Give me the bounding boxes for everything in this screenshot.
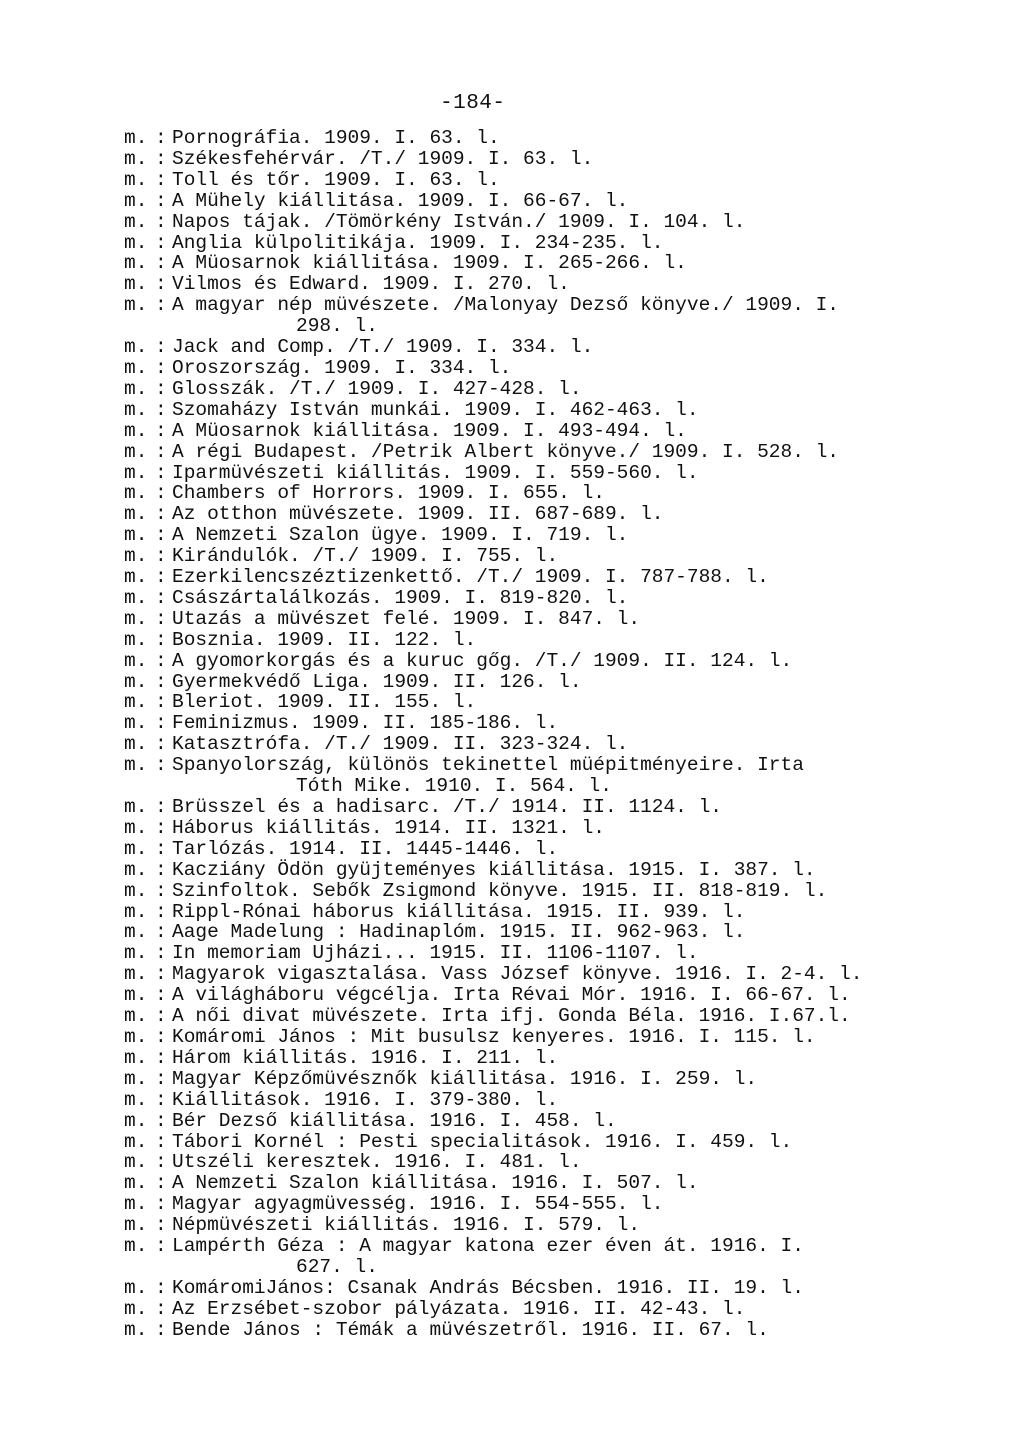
entry-marker: m.: [124, 984, 148, 1007]
list-item: [124, 483, 984, 504]
entry-separator: :: [155, 1130, 167, 1153]
entry-marker: m.: [124, 1067, 148, 1090]
list-item: [124, 379, 984, 400]
entry-marker: m.: [124, 1151, 148, 1174]
entry-separator: :: [155, 607, 167, 630]
entry-marker: m.: [124, 691, 148, 714]
entry-separator: :: [155, 231, 167, 254]
entry-text: Chambers of Horrors. 1909. I. 655. l.: [172, 482, 605, 505]
entry-marker: m.: [124, 524, 148, 547]
list-item: [124, 860, 984, 881]
entry-marker: m.: [124, 712, 148, 735]
entry-text: Kacziány Ödön gyüjteményes kiállitása. 1915. I. 387. l.: [172, 858, 816, 881]
entry-separator: :: [155, 586, 167, 609]
entry-text: Pornográfia. 1909. I. 63. l.: [172, 127, 500, 149]
entry-separator: :: [155, 398, 167, 421]
entry-separator: :: [155, 440, 167, 463]
entry-marker: m.: [124, 231, 148, 254]
list-item: [124, 797, 984, 818]
entry-marker: m.: [124, 879, 148, 902]
entry-text: A Nemzeti Szalon kiállitása. 1916. I. 507. l.: [172, 1172, 699, 1195]
entry-separator: :: [155, 879, 167, 902]
list-item: [124, 1194, 984, 1215]
entry-marker: m.: [124, 816, 148, 839]
entry-text: Utszéli keresztek. 1916. I. 481. l.: [172, 1151, 582, 1174]
entry-separator: :: [155, 273, 167, 296]
entry-text: Anglia külpolitikája. 1909. I. 234-235. l.: [172, 231, 664, 254]
entry-text: Tábori Kornél : Pesti specialitások. 1916. I. 459. l.: [172, 1130, 793, 1153]
entry-text: Brüsszel és a hadisarc. /T./ 1914. II. 1124. l.: [172, 796, 722, 818]
list-item: [124, 1111, 984, 1132]
entry-marker: m.: [124, 1172, 148, 1195]
entry-text: Háborus kiállitás. 1914. II. 1321. l.: [172, 816, 605, 839]
entry-marker: m.: [124, 1046, 148, 1069]
entry-separator: :: [155, 900, 167, 923]
entry-marker: m.: [124, 754, 148, 777]
entry-separator: :: [155, 754, 167, 777]
entry-text: A női divat müvészete. Irta ifj. Gonda Béla. 1916. I.67.l.: [172, 1005, 851, 1028]
entry-marker: m.: [124, 796, 148, 818]
entry-marker: m.: [124, 482, 148, 505]
entry-separator: :: [155, 336, 167, 359]
entry-text: Aage Madelung : Hadinaplóm. 1915. II. 962-963. l.: [172, 921, 746, 944]
entry-separator: :: [155, 1151, 167, 1174]
entry-marker: m.: [124, 189, 148, 212]
entry-separator: :: [155, 837, 167, 860]
list-item: [124, 149, 984, 170]
list-item: [124, 358, 984, 379]
list-item: [124, 400, 984, 421]
entry-text: Tarlózás. 1914. II. 1445-1446. l.: [172, 837, 559, 860]
entry-separator: :: [155, 1276, 167, 1299]
entry-separator: :: [155, 670, 167, 693]
entry-marker: m.: [124, 1297, 148, 1320]
entry-marker: m.: [124, 1318, 148, 1341]
list-item: [124, 1132, 984, 1153]
list-item: [124, 295, 984, 316]
entry-separator: :: [155, 545, 167, 568]
entry-separator: :: [155, 984, 167, 1007]
list-item: [124, 1069, 984, 1090]
entry-separator: :: [155, 147, 167, 170]
entry-separator: :: [155, 461, 167, 484]
entry-text: Az otthon müvészete. 1909. II. 687-689. l.: [172, 503, 664, 526]
entry-marker: m.: [124, 294, 148, 317]
entry-text: Gyermekvédő Liga. 1909. II. 126. l.: [172, 670, 582, 693]
entry-continuation: 298. l.: [296, 315, 378, 338]
entry-marker: m.: [124, 942, 148, 965]
entry-marker: m.: [124, 147, 148, 170]
entry-text: A Nemzeti Szalon ügye. 1909. I. 719. l.: [172, 524, 629, 547]
entry-separator: :: [155, 1088, 167, 1111]
entry-text: Bosznia. 1909. II. 122. l.: [172, 628, 477, 651]
entry-marker: m.: [124, 461, 148, 484]
entry-marker: m.: [124, 628, 148, 651]
list-item: [124, 839, 984, 860]
entry-text: Komáromi János : Mit busulsz kenyeres. 1916. I. 115. l.: [172, 1025, 816, 1048]
entry-text: Az Erzsébet-szobor pályázata. 1916. II. 42-43. l.: [172, 1297, 746, 1320]
entry-text: A világháboru végcélja. Irta Révai Mór. 1916. I. 66-67. l.: [172, 984, 851, 1007]
list-item: [124, 1090, 984, 1111]
list-item: [124, 692, 984, 713]
list-item: [124, 504, 984, 525]
list-item: [124, 734, 984, 755]
list-item: [124, 902, 984, 923]
entry-text: Szomaházy István munkái. 1909. I. 462-463. l.: [172, 398, 699, 421]
entry-text: Katasztrófa. /T./ 1909. II. 323-324. l.: [172, 733, 629, 756]
entry-separator: :: [155, 1172, 167, 1195]
list-item: [124, 191, 984, 212]
entry-marker: m.: [124, 127, 148, 149]
entry-separator: :: [155, 858, 167, 881]
entry-separator: :: [155, 691, 167, 714]
list-item: [124, 818, 984, 839]
entry-marker: m.: [124, 377, 148, 400]
entry-marker: m.: [124, 900, 148, 923]
list-item: [124, 463, 984, 484]
entry-text: Kirándulók. /T./ 1909. I. 755. l.: [172, 545, 559, 568]
entry-separator: :: [155, 963, 167, 986]
entry-marker: m.: [124, 649, 148, 672]
list-item: [124, 128, 984, 149]
list-item: [124, 964, 984, 985]
entry-text: Székesfehérvár. /T./ 1909. I. 63. l.: [172, 147, 594, 170]
entry-separator: :: [155, 816, 167, 839]
entry-marker: m.: [124, 440, 148, 463]
entry-separator: :: [155, 482, 167, 505]
entry-text: Feminizmus. 1909. II. 185-186. l.: [172, 712, 559, 735]
list-item: [124, 274, 984, 295]
list-item: [124, 421, 984, 442]
entry-text: Lampérth Géza : A magyar katona ezer éven át. 1916. I.: [172, 1235, 804, 1258]
entry-marker: m.: [124, 566, 148, 589]
entry-text: Oroszország. 1909. I. 334. l.: [172, 356, 512, 379]
list-item: [124, 1027, 984, 1048]
list-item: [124, 985, 984, 1006]
entry-text: Napos tájak. /Tömörkény István./ 1909. I. 104. l.: [172, 210, 746, 233]
entry-text: Spanyolország, különös tekinettel müépitményeire. Irta: [172, 754, 804, 777]
list-item: [124, 1320, 984, 1341]
entry-marker: m.: [124, 545, 148, 568]
entry-separator: :: [155, 796, 167, 818]
entry-text: Iparmüvészeti kiállitás. 1909. I. 559-560. l.: [172, 461, 699, 484]
list-item: [124, 1236, 984, 1257]
entry-separator: :: [155, 1214, 167, 1237]
list-item: [124, 672, 984, 693]
entry-marker: m.: [124, 273, 148, 296]
entry-separator: :: [155, 419, 167, 442]
entry-separator: :: [155, 649, 167, 672]
list-item: [124, 1278, 984, 1299]
entry-continuation: Tóth Mike. 1910. I. 564. l.: [296, 775, 612, 798]
entry-separator: :: [155, 168, 167, 191]
entry-marker: m.: [124, 1235, 148, 1258]
entry-text: Szinfoltok. Sebők Zsigmond könyve. 1915. II. 818-819. l.: [172, 879, 828, 902]
list-item: [124, 525, 984, 546]
list-item: [124, 1152, 984, 1173]
entry-separator: :: [155, 356, 167, 379]
entry-marker: m.: [124, 607, 148, 630]
entry-separator: :: [155, 628, 167, 651]
entry-marker: m.: [124, 356, 148, 379]
entry-separator: :: [155, 1046, 167, 1069]
list-item: [124, 609, 984, 630]
list-item: [124, 567, 984, 588]
list-item: [124, 1215, 984, 1236]
entry-text: Rippl-Rónai háborus kiállitása. 1915. II. 939. l.: [172, 900, 746, 923]
entry-separator: :: [155, 377, 167, 400]
entry-text: Bér Dezső kiállitása. 1916. I. 458. l.: [172, 1109, 617, 1132]
bibliography-list: [124, 128, 984, 1341]
entry-text: A Müosarnok kiállitása. 1909. I. 493-494. l.: [172, 419, 687, 442]
list-item: [124, 546, 984, 567]
entry-text: Népmüvészeti kiállitás. 1916. I. 579. l.: [172, 1214, 641, 1237]
entry-separator: :: [155, 503, 167, 526]
list-item: [124, 337, 984, 358]
entry-marker: m.: [124, 336, 148, 359]
entry-marker: m.: [124, 398, 148, 421]
list-item: [124, 170, 984, 191]
entry-separator: :: [155, 189, 167, 212]
entry-marker: m.: [124, 1005, 148, 1028]
entry-text: Jack and Comp. /T./ 1909. I. 334. l.: [172, 336, 594, 359]
entry-marker: m.: [124, 1193, 148, 1216]
page-number: -184-: [440, 92, 506, 115]
entry-marker: m.: [124, 921, 148, 944]
entry-marker: m.: [124, 1109, 148, 1132]
list-item: [124, 233, 984, 254]
entry-text: A Mühely kiállitása. 1909. I. 66-67. l.: [172, 189, 629, 212]
entry-marker: m.: [124, 963, 148, 986]
entry-separator: :: [155, 1025, 167, 1048]
entry-text: Toll és tőr. 1909. I. 63. l.: [172, 168, 500, 191]
entry-separator: :: [155, 294, 167, 317]
list-item: [124, 651, 984, 672]
entry-marker: m.: [124, 733, 148, 756]
entry-marker: m.: [124, 586, 148, 609]
entry-text: Császártalálkozás. 1909. I. 819-820. l.: [172, 586, 629, 609]
entry-separator: :: [155, 127, 167, 149]
entry-text: Ezerkilencszéztizenkettő. /T./ 1909. I. 787-788. l.: [172, 566, 769, 589]
entry-marker: m.: [124, 858, 148, 881]
entry-separator: :: [155, 1318, 167, 1341]
entry-text: A gyomorkorgás és a kuruc gőg. /T./ 1909. II. 124. l.: [172, 649, 793, 672]
entry-text: A magyar nép müvészete. /Malonyay Dezső könyve./ 1909. I.: [172, 294, 840, 317]
entry-text: In memoriam Ujházi... 1915. II. 1106-1107. l.: [172, 942, 699, 965]
entry-marker: m.: [124, 210, 148, 233]
entry-text: Utazás a müvészet felé. 1909. I. 847. l.: [172, 607, 641, 630]
entry-text: Vilmos és Edward. 1909. I. 270. l.: [172, 273, 570, 296]
entry-separator: :: [155, 712, 167, 735]
list-item: [124, 442, 984, 463]
entry-text: Magyarok vigasztalása. Vass József könyve. 1916. I. 2-4. l.: [172, 963, 863, 986]
entry-separator: :: [155, 1297, 167, 1320]
entry-marker: m.: [124, 1214, 148, 1237]
entry-text: KomáromiJános: Csanak András Bécsben. 1916. II. 19. l.: [172, 1276, 804, 1299]
list-item: [124, 588, 984, 609]
entry-text: Három kiállitás. 1916. I. 211. l.: [172, 1046, 559, 1069]
entry-text: A Müosarnok kiállitása. 1909. I. 265-266. l.: [172, 252, 687, 275]
entry-text: Glosszák. /T./ 1909. I. 427-428. l.: [172, 377, 582, 400]
entry-text: Bende János : Témák a müvészetről. 1916. II. 67. l.: [172, 1318, 769, 1341]
entry-marker: m.: [124, 837, 148, 860]
entry-separator: :: [155, 733, 167, 756]
entry-separator: :: [155, 921, 167, 944]
entry-separator: :: [155, 1235, 167, 1258]
list-item: [124, 713, 984, 734]
list-item: [124, 1299, 984, 1320]
entry-text: Bleriot. 1909. II. 155. l.: [172, 691, 477, 714]
entry-text: Magyar agyagmüvesség. 1916. I. 554-555. l.: [172, 1193, 664, 1216]
entry-separator: :: [155, 210, 167, 233]
entry-marker: m.: [124, 1088, 148, 1111]
entry-separator: :: [155, 524, 167, 547]
entry-marker: m.: [124, 168, 148, 191]
entry-marker: m.: [124, 1025, 148, 1048]
list-item: [124, 755, 984, 776]
entry-marker: m.: [124, 670, 148, 693]
entry-marker: m.: [124, 503, 148, 526]
entry-separator: :: [155, 1005, 167, 1028]
entry-text: A régi Budapest. /Petrik Albert könyve./ 1909. I. 528. l.: [172, 440, 840, 463]
list-item: [124, 1006, 984, 1027]
list-item: [124, 253, 984, 274]
list-item: [124, 1173, 984, 1194]
entry-marker: m.: [124, 419, 148, 442]
entry-separator: :: [155, 252, 167, 275]
list-item: [124, 881, 984, 902]
list-item: [124, 1048, 984, 1069]
entry-separator: :: [155, 1109, 167, 1132]
entry-marker: m.: [124, 1276, 148, 1299]
entry-text: Magyar Képzőmüvésznők kiállitása. 1916. I. 259. l.: [172, 1067, 758, 1090]
entry-separator: :: [155, 942, 167, 965]
list-item: [124, 943, 984, 964]
entry-separator: :: [155, 566, 167, 589]
entry-separator: :: [155, 1193, 167, 1216]
entry-text: Kiállitások. 1916. I. 379-380. l.: [172, 1088, 559, 1111]
list-item: [124, 630, 984, 651]
list-item: [124, 212, 984, 233]
entry-marker: m.: [124, 1130, 148, 1153]
entry-marker: m.: [124, 252, 148, 275]
entry-separator: :: [155, 1067, 167, 1090]
list-item: [124, 922, 984, 943]
entry-continuation: 627. l.: [296, 1255, 378, 1278]
